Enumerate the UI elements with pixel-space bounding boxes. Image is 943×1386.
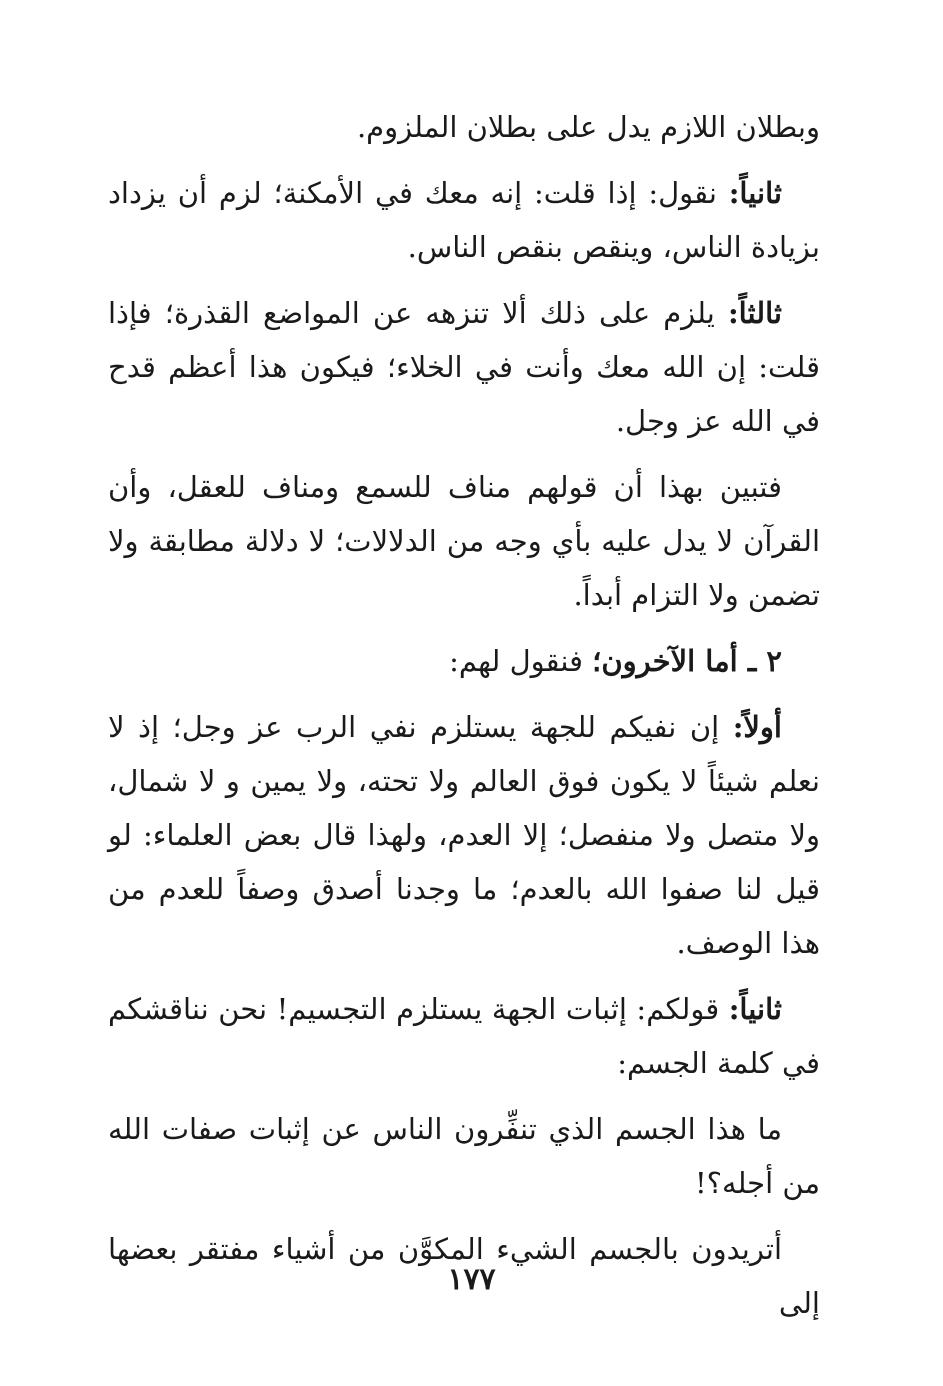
body-text: [108, 100, 820, 1342]
paragraph-text: فتبين بهذا أن قولهم مناف للسمع ومناف للعقل، وأن القرآن لا يدل عليه بأي وجه من الدلالات؛ لا دلالة مطابقة ولا تضمن ولا التزام أبداً.: [108, 470, 820, 612]
paragraph: [108, 700, 820, 970]
paragraph: [108, 1102, 820, 1210]
paragraph: [108, 100, 820, 154]
paragraph-lead: أولاً:: [732, 710, 782, 744]
paragraph-text: ما هذا الجسم الذي تنفِّرون الناس عن إثبات صفات الله من أجله؟!: [108, 1112, 820, 1200]
paragraph: [108, 460, 820, 622]
paragraph-lead: ثانياً:: [728, 992, 782, 1026]
paragraph: [108, 634, 820, 688]
paragraph-text: وبطلان اللازم يدل على بطلان الملزوم.: [356, 110, 820, 144]
page-number: ١٧٧: [447, 1262, 496, 1297]
paragraph-text: قولكم: إثبات الجهة يستلزم التجسيم! نحن نناقشكم في كلمة الجسم:: [108, 992, 820, 1080]
paragraph-lead: ثالثاً:: [727, 296, 782, 330]
paragraph-text: إن نفيكم للجهة يستلزم نفي الرب عز وجل؛ إذ لا نعلم شيئاً لا يكون فوق العالم ولا تحته، ولا يمين و لا شمال، ولا متصل ولا منفصل؛ إلا العدم، ولهذا قال بعض العلماء: لو قيل لنا صفوا الله بالعدم؛ ما وجدنا أصدق وصفاً للعدم من هذا الوصف.: [108, 710, 820, 960]
paragraph-text: أتريدون بالجسم الشيء المكوَّن من أشياء مفتقر بعضها إلى: [108, 1232, 820, 1320]
paragraph-text: يلزم على ذلك ألا تنزهه عن المواضع القذرة؛ فإذا قلت: إن الله معك وأنت في الخلاء؛ فيكون هذا أعظم قدح في الله عز وجل.: [108, 296, 820, 438]
paragraph-lead: ثانياً:: [728, 176, 782, 210]
section-heading: ٢ ـ أما الآخرون؛: [592, 644, 782, 678]
paragraph-text: نقول: إذا قلت: إنه معك في الأمكنة؛ لزم أن يزداد بزيادة الناس، وينقص بنقص الناس.: [108, 176, 820, 264]
paragraph: [108, 286, 820, 448]
paragraph: [108, 982, 820, 1090]
paragraph: [108, 166, 820, 274]
paragraph-text: فنقول لهم:: [449, 644, 593, 678]
